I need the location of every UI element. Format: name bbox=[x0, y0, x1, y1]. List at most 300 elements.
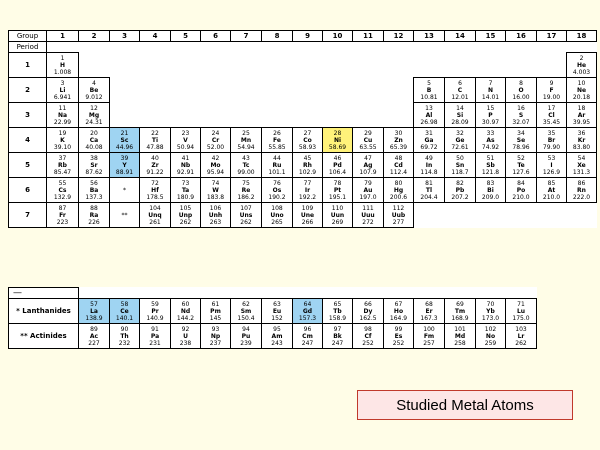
element-cell bbox=[231, 178, 262, 203]
atomic-mass: 58.93 bbox=[298, 143, 317, 151]
atomic-number: 106 bbox=[209, 204, 222, 212]
element-cell bbox=[231, 324, 262, 349]
element-symbol: Ra bbox=[89, 211, 99, 219]
atomic-mass: 101.1 bbox=[268, 168, 286, 176]
element-symbol: Tc bbox=[242, 161, 250, 169]
element-cell bbox=[201, 203, 231, 228]
atomic-number: 73 bbox=[181, 179, 190, 187]
element-symbol: Th bbox=[120, 332, 129, 340]
element-symbol: Yb bbox=[486, 307, 495, 315]
element-cell bbox=[262, 299, 293, 324]
atomic-number: 63 bbox=[273, 300, 281, 308]
atomic-number: 100 bbox=[423, 325, 435, 333]
atomic-mass: 186.2 bbox=[237, 193, 255, 201]
series-separator: — bbox=[9, 288, 79, 299]
period-number: 2 bbox=[9, 78, 47, 103]
atomic-mass: 10.81 bbox=[420, 93, 438, 101]
element-symbol: Am bbox=[271, 332, 283, 340]
element-cell bbox=[323, 299, 353, 324]
element-symbol: La bbox=[90, 307, 98, 315]
atomic-mass: 65.39 bbox=[389, 143, 408, 151]
atomic-number: 92 bbox=[181, 325, 190, 333]
element-cell bbox=[414, 178, 445, 203]
atomic-mass: 257 bbox=[423, 339, 435, 347]
atomic-number: 53 bbox=[547, 154, 556, 162]
element-symbol: I bbox=[550, 161, 553, 169]
element-cell-highlighted bbox=[110, 153, 140, 178]
element-cell-highlighted bbox=[79, 299, 110, 324]
atomic-mass: 54.94 bbox=[237, 143, 255, 151]
atomic-mass: 140.9 bbox=[146, 314, 164, 322]
atomic-number: 40 bbox=[151, 154, 159, 162]
group-number: 16 bbox=[506, 31, 537, 42]
element-symbol: Y bbox=[122, 161, 127, 169]
atomic-mass: 55.85 bbox=[268, 143, 286, 151]
element-cell bbox=[323, 324, 353, 349]
element-cell bbox=[79, 103, 110, 128]
atomic-mass: 22.99 bbox=[53, 118, 72, 126]
f-block-table bbox=[8, 287, 537, 349]
atomic-mass: 232 bbox=[118, 339, 131, 347]
atomic-number: 70 bbox=[486, 300, 495, 308]
atomic-number: 69 bbox=[456, 300, 464, 308]
element-symbol: U bbox=[183, 332, 188, 340]
atomic-number: 77 bbox=[303, 179, 312, 187]
element-symbol: Lr bbox=[517, 332, 525, 340]
element-cell bbox=[506, 78, 537, 103]
atomic-number: 109 bbox=[301, 204, 314, 212]
element-cell bbox=[567, 178, 597, 203]
atomic-number: 28 bbox=[333, 129, 342, 137]
element-cell bbox=[476, 299, 506, 324]
element-cell bbox=[384, 153, 414, 178]
period-header-row bbox=[9, 42, 597, 53]
atomic-mass: 44.96 bbox=[115, 143, 134, 151]
atomic-number: 2 bbox=[579, 54, 584, 62]
element-cell bbox=[353, 153, 384, 178]
element-cell bbox=[353, 324, 384, 349]
element-cell bbox=[537, 78, 567, 103]
atomic-mass: 183.8 bbox=[206, 193, 225, 201]
element-symbol: No bbox=[485, 332, 496, 340]
element-cell bbox=[47, 53, 79, 78]
element-symbol: Uub bbox=[391, 211, 406, 219]
element-symbol: Os bbox=[272, 186, 282, 194]
atomic-mass: 226 bbox=[88, 218, 100, 226]
element-cell bbox=[231, 299, 262, 324]
element-symbol: Tl bbox=[425, 186, 433, 194]
atomic-mass: 243 bbox=[271, 339, 283, 347]
atomic-mass: 210.0 bbox=[512, 193, 530, 201]
atomic-number: 46 bbox=[333, 154, 342, 162]
atomic-number: 72 bbox=[151, 179, 159, 187]
element-symbol: Kr bbox=[577, 136, 586, 144]
element-cell bbox=[414, 128, 445, 153]
element-symbol: Uuu bbox=[361, 211, 375, 219]
atomic-mass: 35.45 bbox=[542, 118, 561, 126]
atomic-number: 12 bbox=[90, 104, 98, 112]
element-cell bbox=[47, 178, 79, 203]
atomic-number: 51 bbox=[486, 154, 495, 162]
atomic-mass: 24.31 bbox=[85, 118, 103, 126]
atomic-number: 101 bbox=[454, 325, 466, 333]
atomic-mass: 272 bbox=[362, 218, 374, 226]
element-symbol: Co bbox=[303, 136, 312, 144]
element-symbol: Fm bbox=[423, 332, 435, 340]
element-cell bbox=[384, 203, 414, 228]
group-number: 9 bbox=[293, 31, 323, 42]
element-symbol: Zr bbox=[151, 161, 159, 169]
atomic-number: 96 bbox=[303, 325, 312, 333]
element-symbol: In bbox=[425, 161, 433, 169]
element-cell-highlighted bbox=[323, 128, 353, 153]
element-cell bbox=[231, 128, 262, 153]
atomic-number: 22 bbox=[151, 129, 159, 137]
element-cell bbox=[445, 78, 476, 103]
atomic-number: 57 bbox=[90, 300, 98, 308]
element-symbol: Sb bbox=[486, 161, 495, 169]
atomic-mass: 237 bbox=[209, 339, 222, 347]
atomic-number: 14 bbox=[456, 104, 464, 112]
atomic-mass: 252 bbox=[392, 339, 405, 347]
element-symbol: Lu bbox=[516, 307, 526, 315]
actinide-placeholder: ** bbox=[110, 203, 140, 228]
period-row bbox=[9, 203, 597, 228]
element-cell bbox=[140, 153, 171, 178]
atomic-mass: 58.69 bbox=[328, 143, 347, 151]
element-symbol: Sr bbox=[90, 161, 98, 169]
element-symbol: V bbox=[183, 136, 188, 144]
atomic-mass: 118.7 bbox=[451, 168, 469, 176]
atomic-mass: 63.55 bbox=[359, 143, 377, 151]
atomic-number: 48 bbox=[394, 154, 403, 162]
atomic-number: 83 bbox=[486, 179, 495, 187]
atomic-number: 88 bbox=[90, 204, 98, 212]
atomic-number: 29 bbox=[364, 129, 372, 137]
element-symbol: Pu bbox=[241, 332, 251, 340]
element-symbol: F bbox=[549, 86, 554, 94]
atomic-number: 95 bbox=[273, 325, 281, 333]
element-symbol: Fe bbox=[273, 136, 281, 144]
atomic-number: 91 bbox=[151, 325, 159, 333]
element-cell bbox=[445, 103, 476, 128]
element-symbol: W bbox=[212, 186, 219, 194]
atomic-number: 30 bbox=[394, 129, 403, 137]
element-symbol: Dy bbox=[363, 307, 373, 315]
atomic-mass: 28.09 bbox=[451, 118, 469, 126]
element-symbol: S bbox=[518, 111, 524, 119]
element-cell bbox=[171, 153, 201, 178]
atomic-mass: 265 bbox=[271, 218, 283, 226]
element-symbol: Ac bbox=[89, 332, 99, 340]
atomic-mass: 140.1 bbox=[115, 314, 134, 322]
element-symbol: Bk bbox=[333, 332, 342, 340]
element-cell bbox=[353, 128, 384, 153]
atomic-mass: 175.0 bbox=[512, 314, 530, 322]
atomic-mass: 106.4 bbox=[328, 168, 347, 176]
atomic-mass: 88.91 bbox=[115, 168, 134, 176]
atomic-mass: 204.4 bbox=[420, 193, 438, 201]
atomic-mass: 190.2 bbox=[268, 193, 286, 201]
atomic-mass: 192.2 bbox=[298, 193, 317, 201]
element-cell bbox=[567, 128, 597, 153]
element-cell bbox=[506, 103, 537, 128]
atomic-mass: 131.3 bbox=[572, 168, 591, 176]
element-symbol: Tb bbox=[333, 307, 342, 315]
element-symbol: Fr bbox=[59, 211, 66, 219]
group-number: 1 bbox=[47, 31, 79, 42]
element-cell bbox=[506, 178, 537, 203]
atomic-mass: 138.9 bbox=[85, 314, 103, 322]
element-cell bbox=[140, 128, 171, 153]
group-number: 18 bbox=[567, 31, 597, 42]
atomic-mass: 107.9 bbox=[359, 168, 377, 176]
atomic-number: 54 bbox=[577, 154, 586, 162]
element-cell bbox=[506, 299, 537, 324]
atomic-number: 62 bbox=[242, 300, 250, 308]
atomic-mass: 247 bbox=[331, 339, 344, 347]
atomic-number: 84 bbox=[517, 179, 525, 187]
element-symbol: Pb bbox=[455, 186, 465, 194]
atomic-mass: 121.8 bbox=[481, 168, 500, 176]
element-symbol: Rb bbox=[58, 161, 67, 169]
element-symbol: Uns bbox=[239, 211, 253, 219]
atomic-mass: 20.18 bbox=[572, 93, 591, 101]
period-row bbox=[9, 53, 597, 78]
atomic-number: 90 bbox=[120, 325, 129, 333]
atomic-mass: 85.47 bbox=[53, 168, 72, 176]
atomic-number: 86 bbox=[577, 179, 586, 187]
element-symbol: Une bbox=[300, 211, 315, 219]
atomic-number: 65 bbox=[333, 300, 342, 308]
atomic-mass: 222.0 bbox=[572, 193, 591, 201]
element-symbol: Ca bbox=[89, 136, 99, 144]
atomic-mass: 162.5 bbox=[359, 314, 377, 322]
element-symbol: Es bbox=[394, 332, 403, 340]
atomic-mass: 95.94 bbox=[206, 168, 225, 176]
atomic-mass: 152 bbox=[271, 314, 283, 322]
element-cell bbox=[47, 128, 79, 153]
element-symbol: Ir bbox=[304, 186, 311, 194]
element-cell-highlighted bbox=[293, 299, 323, 324]
element-symbol: Se bbox=[516, 136, 526, 144]
element-symbol: Ag bbox=[363, 161, 373, 169]
element-cell bbox=[414, 78, 445, 103]
atomic-number: 9 bbox=[549, 79, 554, 87]
element-cell bbox=[293, 178, 323, 203]
atomic-mass: 158.9 bbox=[328, 314, 347, 322]
element-cell bbox=[476, 103, 506, 128]
element-symbol: Uno bbox=[270, 211, 284, 219]
atomic-mass: 223 bbox=[56, 218, 69, 226]
element-symbol: Cs bbox=[58, 186, 67, 194]
atomic-number: 76 bbox=[273, 179, 281, 187]
element-symbol: Ni bbox=[333, 136, 342, 144]
atomic-number: 6 bbox=[458, 79, 462, 87]
atomic-number: 41 bbox=[181, 154, 190, 162]
atomic-number: 111 bbox=[362, 204, 374, 212]
element-cell bbox=[201, 128, 231, 153]
atomic-mass: 72.61 bbox=[451, 143, 469, 151]
element-cell bbox=[201, 153, 231, 178]
element-cell bbox=[79, 178, 110, 203]
element-cell bbox=[445, 128, 476, 153]
atomic-mass: 74.92 bbox=[481, 143, 500, 151]
element-cell bbox=[476, 78, 506, 103]
element-symbol: Unp bbox=[178, 211, 193, 219]
period-label: Period bbox=[9, 42, 47, 53]
atomic-number: 98 bbox=[364, 325, 372, 333]
period-number: 7 bbox=[9, 203, 47, 228]
element-symbol: K bbox=[60, 136, 65, 144]
group-label: Group bbox=[9, 31, 47, 42]
atomic-mass: 47.88 bbox=[146, 143, 164, 151]
element-cell bbox=[79, 324, 110, 349]
atomic-number: 36 bbox=[577, 129, 586, 137]
element-symbol: He bbox=[576, 61, 587, 69]
atomic-mass: 180.9 bbox=[176, 193, 195, 201]
atomic-mass: 266 bbox=[301, 218, 314, 226]
element-cell bbox=[293, 153, 323, 178]
lanthanide-placeholder: * bbox=[110, 178, 140, 203]
atomic-number: 7 bbox=[488, 79, 493, 87]
element-cell bbox=[414, 299, 445, 324]
atomic-number: 47 bbox=[364, 154, 372, 162]
atomic-number: 33 bbox=[486, 129, 495, 137]
atomic-mass: 40.08 bbox=[85, 143, 103, 151]
group-number: 2 bbox=[79, 31, 110, 42]
element-symbol: Ru bbox=[272, 161, 282, 169]
atomic-number: 52 bbox=[517, 154, 525, 162]
element-symbol: Ce bbox=[120, 307, 129, 315]
atomic-number: 81 bbox=[425, 179, 433, 187]
element-cell bbox=[323, 203, 353, 228]
element-cell bbox=[476, 324, 506, 349]
period-row bbox=[9, 78, 597, 103]
element-cell bbox=[476, 153, 506, 178]
element-cell bbox=[414, 324, 445, 349]
atomic-number: 31 bbox=[425, 129, 433, 137]
atomic-mass: 168.9 bbox=[451, 314, 469, 322]
element-symbol: Cl bbox=[548, 111, 555, 119]
legend-label: Studied Metal Atoms bbox=[396, 396, 534, 414]
element-cell bbox=[353, 299, 384, 324]
atomic-mass: 144.2 bbox=[176, 314, 195, 322]
group-number: 12 bbox=[384, 31, 414, 42]
element-symbol: Be bbox=[89, 86, 99, 94]
element-symbol: Rh bbox=[303, 161, 312, 169]
element-symbol: Po bbox=[516, 186, 526, 194]
atomic-mass: 32.07 bbox=[512, 118, 530, 126]
element-symbol: Sc bbox=[120, 136, 129, 144]
element-symbol: Cu bbox=[363, 136, 373, 144]
atomic-number: 85 bbox=[547, 179, 556, 187]
atomic-number: 8 bbox=[519, 79, 523, 87]
atomic-number: 42 bbox=[211, 154, 220, 162]
element-cell bbox=[79, 78, 110, 103]
element-cell bbox=[445, 178, 476, 203]
atomic-mass: 78.96 bbox=[512, 143, 530, 151]
element-cell bbox=[384, 128, 414, 153]
element-cell bbox=[476, 128, 506, 153]
group-number: 5 bbox=[171, 31, 201, 42]
atomic-number: 79 bbox=[364, 179, 372, 187]
atomic-mass: 262 bbox=[515, 339, 527, 347]
atomic-number: 110 bbox=[331, 204, 344, 212]
element-cell bbox=[231, 203, 262, 228]
atomic-number: 43 bbox=[242, 154, 250, 162]
element-symbol: Au bbox=[363, 186, 373, 194]
element-cell bbox=[353, 203, 384, 228]
element-symbol: Sm bbox=[240, 307, 252, 315]
period-number: 1 bbox=[9, 53, 47, 78]
atomic-mass: 69.72 bbox=[420, 143, 438, 151]
atomic-mass: 269 bbox=[331, 218, 344, 226]
group-number: 4 bbox=[140, 31, 171, 42]
element-symbol: O bbox=[518, 86, 524, 94]
atomic-mass: 137.3 bbox=[85, 193, 103, 201]
atomic-mass: 132.9 bbox=[53, 193, 72, 201]
element-symbol: Unh bbox=[208, 211, 223, 219]
atomic-mass: 259 bbox=[484, 339, 497, 347]
element-symbol: Eu bbox=[272, 307, 282, 315]
element-cell bbox=[293, 324, 323, 349]
element-symbol: Hg bbox=[393, 186, 404, 194]
atomic-mass: 209.0 bbox=[481, 193, 500, 201]
element-cell bbox=[537, 153, 567, 178]
atomic-mass: 52.00 bbox=[206, 143, 225, 151]
atomic-mass: 1.008 bbox=[53, 68, 72, 76]
atomic-mass: 252 bbox=[362, 339, 374, 347]
atomic-number: 10 bbox=[577, 79, 586, 87]
element-symbol: Hf bbox=[151, 186, 159, 194]
atomic-number: 102 bbox=[484, 325, 497, 333]
atomic-mass: 39.10 bbox=[53, 143, 72, 151]
element-cell bbox=[567, 153, 597, 178]
atomic-number: 58 bbox=[120, 300, 129, 308]
group-number: 15 bbox=[476, 31, 506, 42]
atomic-number: 87 bbox=[58, 204, 67, 212]
atomic-mass: 16.00 bbox=[512, 93, 530, 101]
atomic-number: 74 bbox=[211, 179, 220, 187]
atomic-mass: 102.9 bbox=[298, 168, 317, 176]
atomic-mass: 210.0 bbox=[542, 193, 561, 201]
element-symbol: Cr bbox=[211, 136, 220, 144]
element-cell bbox=[537, 128, 567, 153]
group-number: 7 bbox=[231, 31, 262, 42]
atomic-mass: 26.98 bbox=[420, 118, 438, 126]
element-symbol: Mo bbox=[210, 161, 221, 169]
atomic-mass: 197.0 bbox=[359, 193, 377, 201]
atomic-mass: 4.003 bbox=[572, 68, 591, 76]
atomic-number: 50 bbox=[456, 154, 464, 162]
element-cell bbox=[353, 178, 384, 203]
atomic-number: 78 bbox=[333, 179, 342, 187]
element-cell bbox=[506, 153, 537, 178]
atomic-number: 103 bbox=[515, 325, 527, 333]
element-symbol: Ti bbox=[151, 136, 159, 144]
element-symbol: C bbox=[457, 86, 463, 94]
atomic-mass: 12.01 bbox=[451, 93, 469, 101]
period-row bbox=[9, 103, 597, 128]
atomic-mass: 127.6 bbox=[512, 168, 530, 176]
atomic-mass: 207.2 bbox=[451, 193, 469, 201]
element-cell bbox=[384, 299, 414, 324]
atomic-mass: 277 bbox=[392, 218, 405, 226]
atomic-mass: 87.62 bbox=[85, 168, 103, 176]
atomic-mass: 164.9 bbox=[389, 314, 408, 322]
atomic-mass: 263 bbox=[209, 218, 222, 226]
